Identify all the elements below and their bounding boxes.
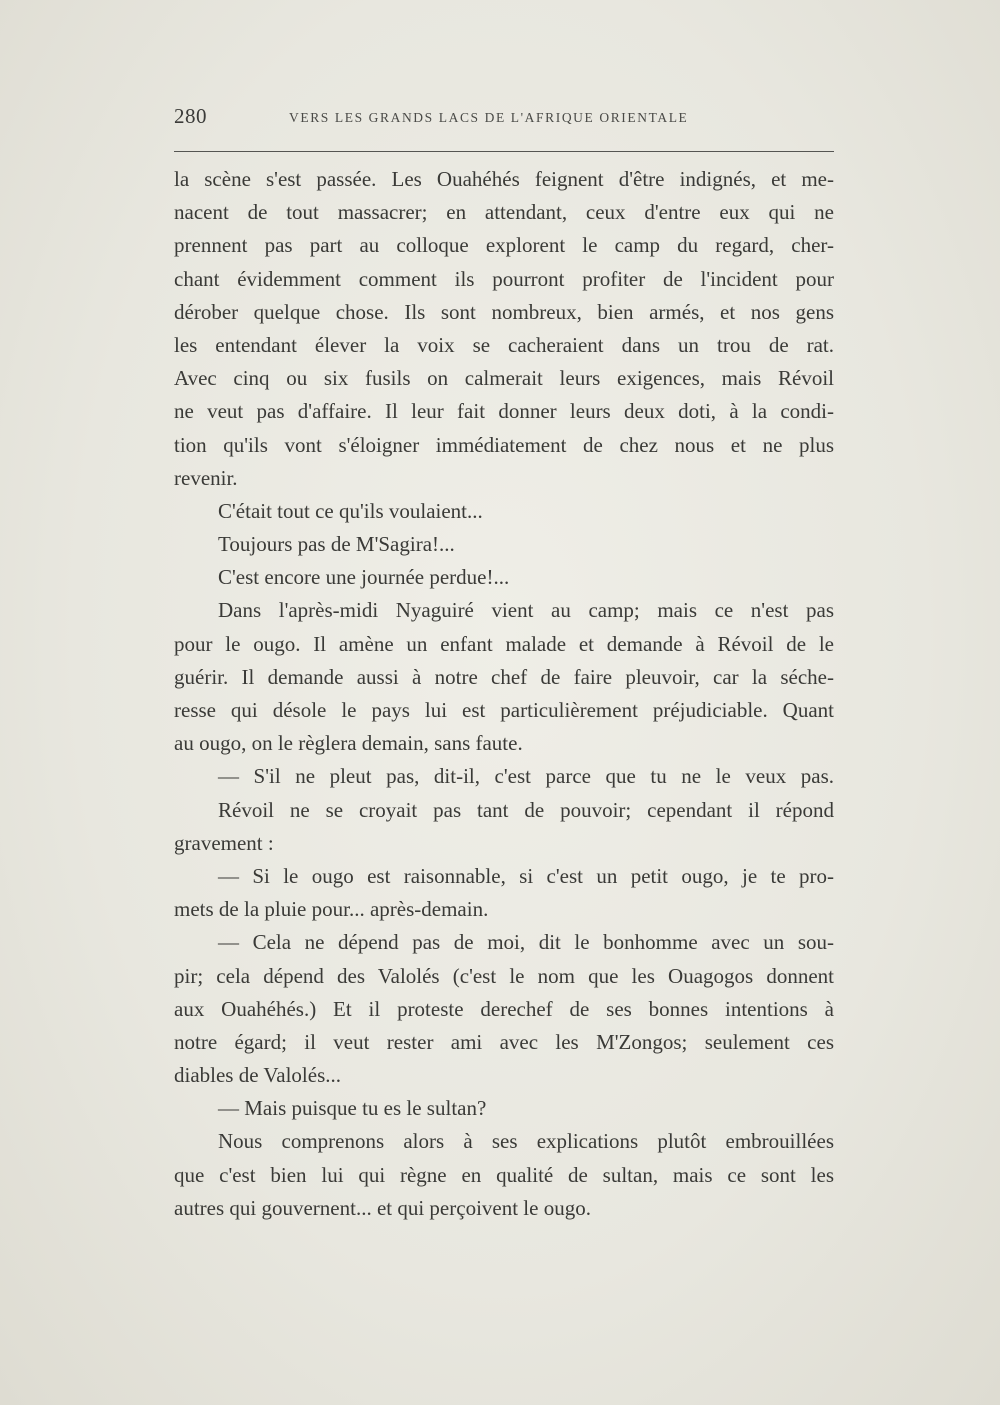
text-line: — Mais puisque tu es le sultan? — [218, 1096, 487, 1121]
header-rule — [174, 151, 834, 152]
text-line: que c'est bien lui qui règne en qualité de sultan, mais ce sont les — [174, 1162, 834, 1187]
text-line: nacent de tout massacrer; en attendant, ceux d'entre eux qui ne — [174, 200, 834, 225]
text-line: Dans l'après-midi Nyaguiré vient au camp; mais ce n'est pas — [218, 598, 834, 623]
text-line: aux Ouahéhés.) Et il proteste derechef de ses bonnes intentions à — [174, 996, 834, 1021]
text-line: mets de la pluie pour... après-demain. — [174, 897, 489, 922]
text-line: au ougo, on le règlera demain, sans faute. — [174, 731, 523, 756]
text-line: pir; cela dépend des Valolés (c'est le nom que les Ouagogos donnent — [174, 963, 834, 988]
text-line: — Cela ne dépend pas de moi, dit le bonhomme avec un sou- — [218, 930, 834, 955]
text-line: — Si le ougo est raisonnable, si c'est un petit ougo, je te pro- — [218, 863, 834, 888]
text-line: prennent pas part au colloque explorent le camp du regard, cher- — [174, 233, 834, 258]
text-line: dérober quelque chose. Ils sont nombreux, bien armés, et nos gens — [174, 299, 834, 324]
text-line: Avec cinq ou six fusils on calmerait leurs exigences, mais Révoil — [174, 366, 834, 391]
text-line: les entendant élever la voix se cacheraient dans un trou de rat. — [174, 332, 834, 357]
text-line: notre égard; il veut rester ami avec les M'Zongos; seulement ces — [174, 1029, 834, 1054]
text-line: Toujours pas de M'Sagira!... — [218, 532, 455, 557]
text-line: Nous comprenons alors à ses explications plutôt embrouillées — [218, 1129, 834, 1154]
text-line: pour le ougo. Il amène un enfant malade et demande à Révoil de le — [174, 631, 834, 656]
page-header — [174, 104, 834, 134]
text-line: gravement : — [174, 830, 274, 855]
text-line: C'était tout ce qu'ils voulaient... — [218, 498, 483, 523]
text-line: tion qu'ils vont s'éloigner immédiatement de chez nous et ne plus — [174, 432, 834, 457]
body-text — [174, 163, 834, 1225]
text-line: resse qui désole le pays lui est particulièrement préjudiciable. Quant — [174, 698, 834, 722]
text-line: C'est encore une journée perdue!... — [218, 565, 510, 590]
text-line: la scène s'est passée. Les Ouahéhés feignent d'être indignés, et me- — [174, 167, 834, 191]
text-line: revenir. — [174, 465, 238, 490]
text-line: Révoil ne se croyait pas tant de pouvoir; cependant il répond — [218, 797, 834, 822]
text-line: ne veut pas d'affaire. Il leur fait donner leurs deux doti, à la condi- — [174, 399, 834, 424]
running-title: VERS LES GRANDS LACS DE L'AFRIQUE ORIENTALE — [289, 110, 689, 125]
text-line: autres qui gouvernent... et qui perçoivent le ougo. — [174, 1195, 591, 1220]
text-line: — S'il ne pleut pas, dit-il, c'est parce que tu ne le veux pas. — [218, 764, 834, 789]
page-number: 280 — [174, 104, 207, 128]
text-line: guérir. Il demande aussi à notre chef de faire pleuvoir, car la séche- — [174, 664, 834, 689]
text-line: chant évidemment comment ils pourront profiter de l'incident pour — [174, 266, 834, 291]
text-line: diables de Valolés... — [174, 1063, 341, 1088]
